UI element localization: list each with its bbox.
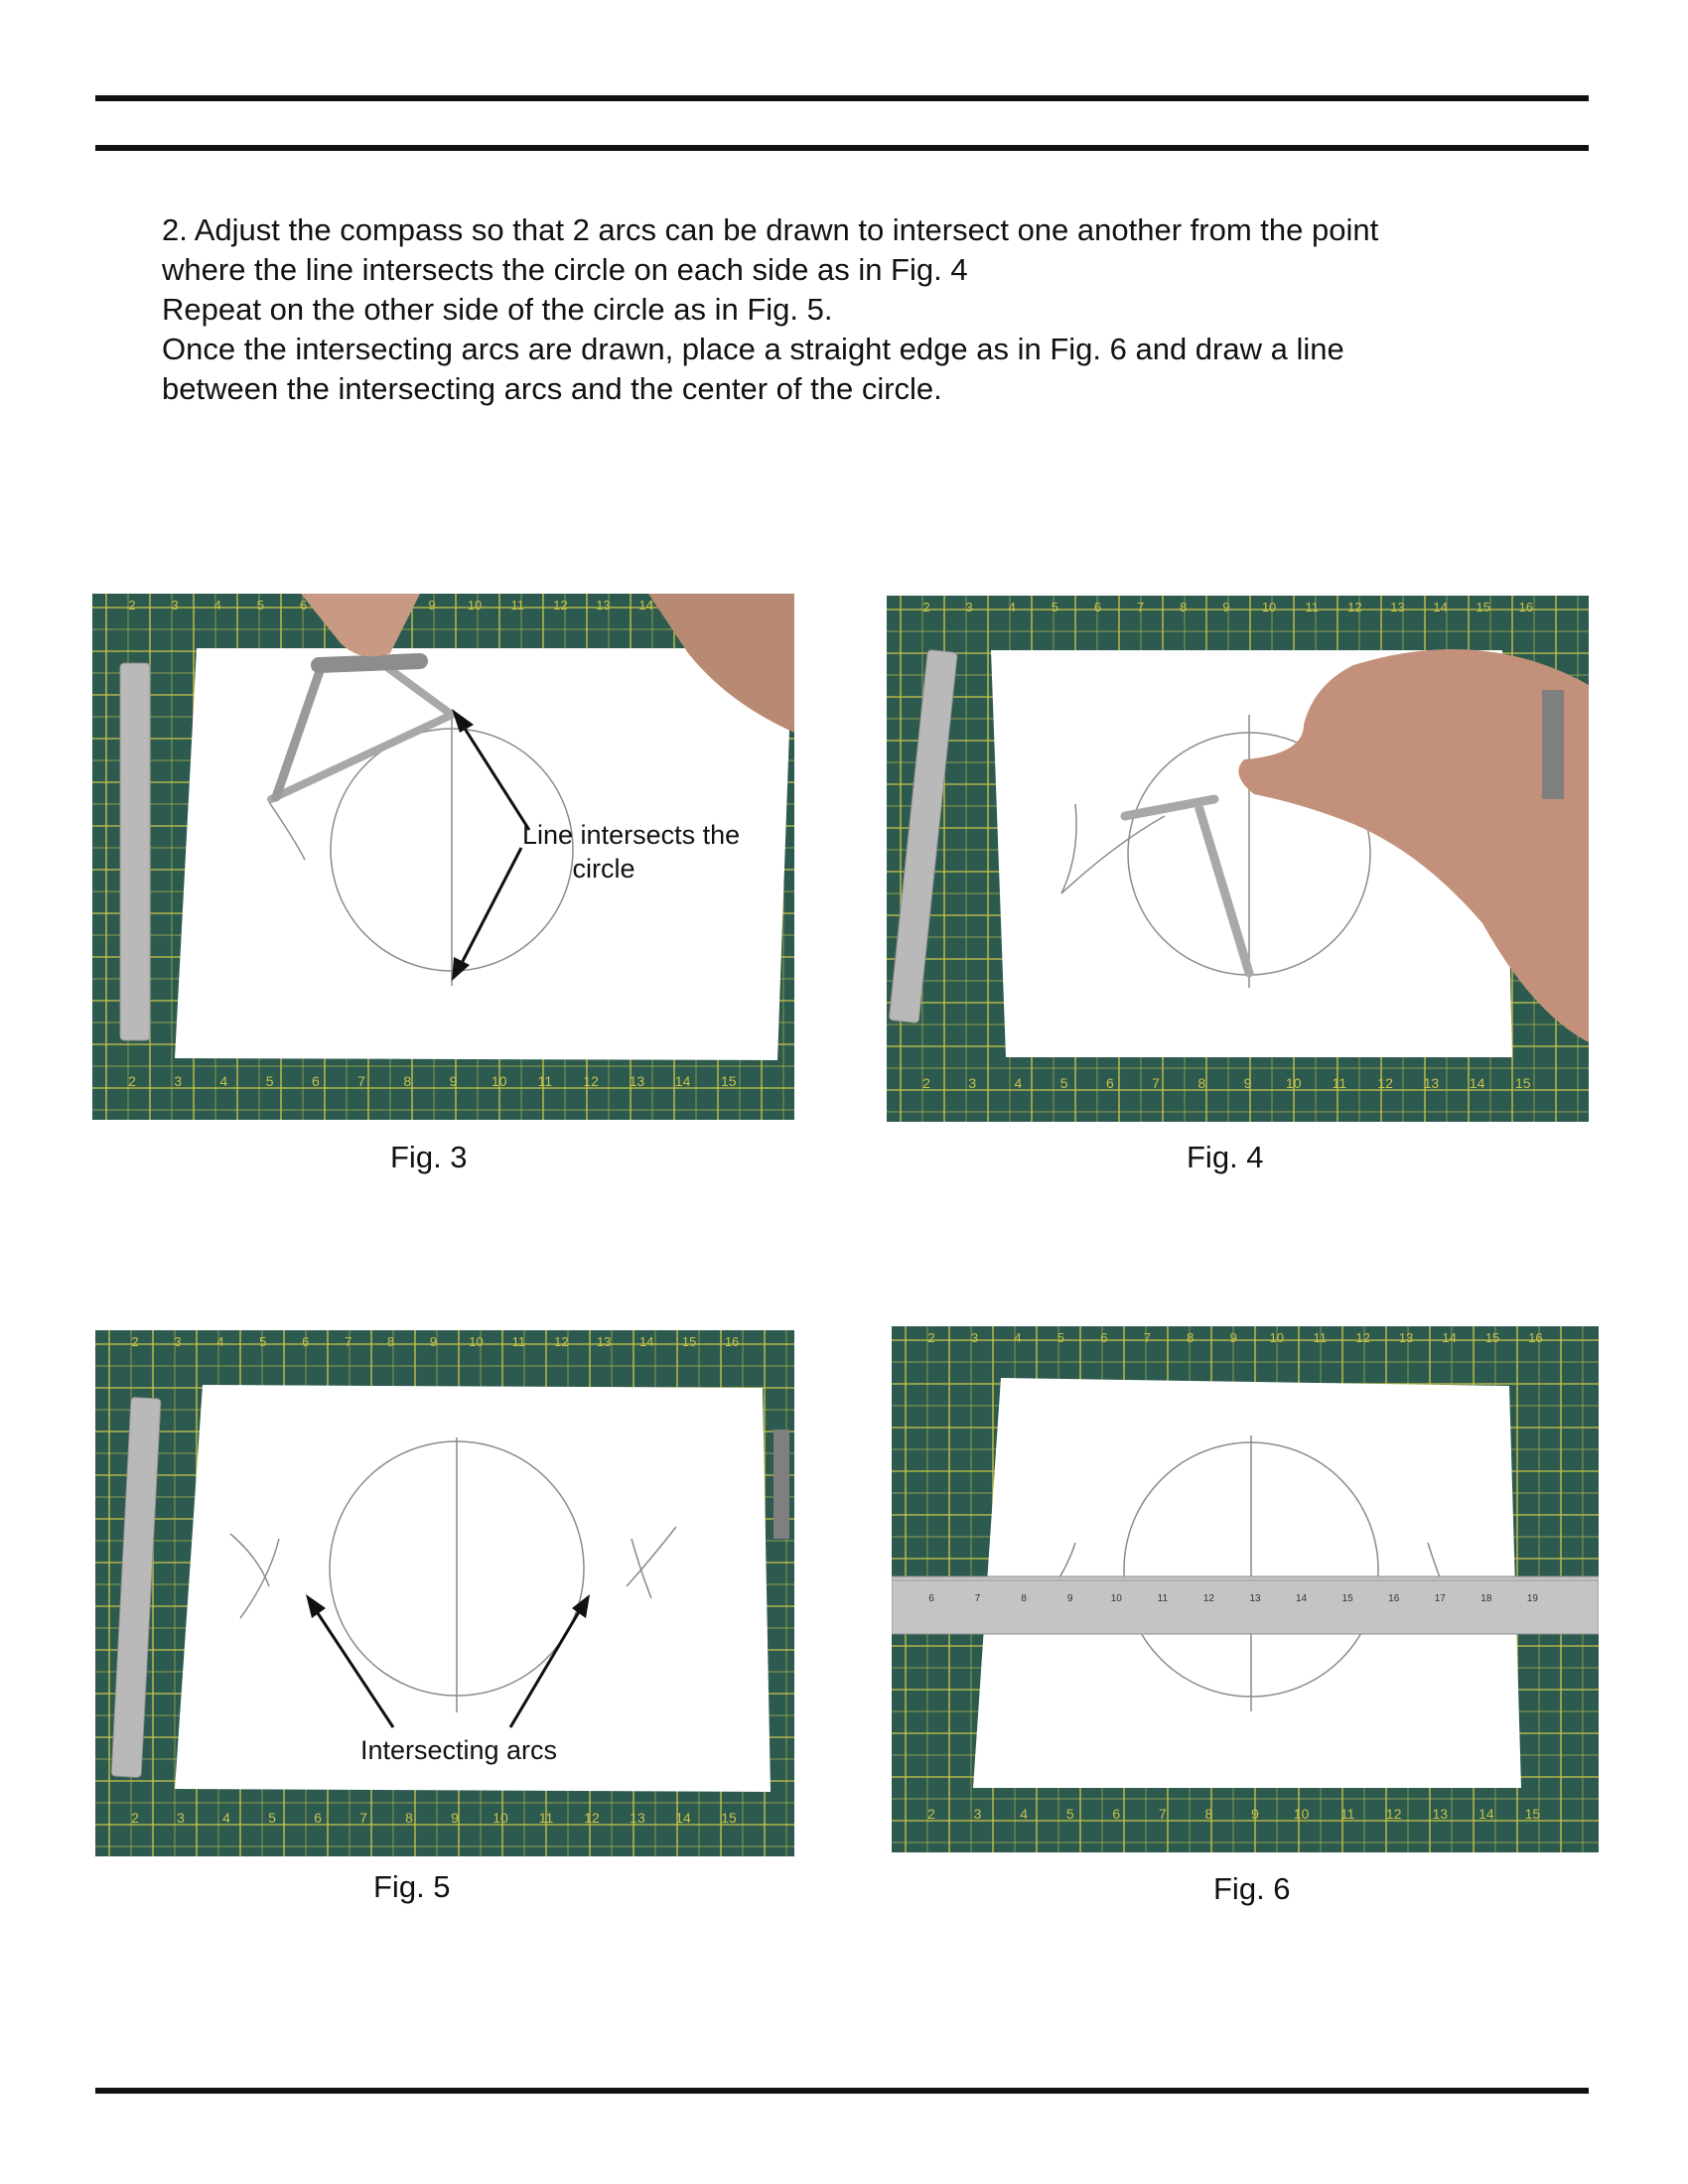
scale-number: 9	[449, 1073, 458, 1089]
scale-number: 2	[131, 1334, 139, 1349]
scale-number: 13	[630, 1810, 645, 1826]
scale-number: 15	[681, 1334, 697, 1349]
instruction-line: 2. Adjust the compass so that 2 arcs can be drawn to intersect one another from the point	[162, 212, 1379, 247]
scale-number: 7	[345, 1334, 352, 1349]
scale-number: 4	[1014, 1075, 1023, 1091]
scale-number: 9	[1066, 1593, 1073, 1604]
compass-knob	[319, 661, 420, 665]
scale-number: 4	[213, 598, 221, 613]
scale-number: 12	[553, 598, 568, 613]
scale-number: 16	[1518, 600, 1534, 614]
scale-number: 3	[174, 1334, 182, 1349]
scale-number: 7	[974, 1593, 981, 1604]
fig6-photo	[892, 1326, 1599, 1852]
scale-number: 2	[131, 1810, 139, 1826]
paper-sheet	[175, 648, 792, 1060]
scale-number: 5	[1065, 1806, 1074, 1822]
scale-number: 7	[359, 1810, 367, 1826]
pencil-tool	[774, 1430, 789, 1539]
scale-number: 18	[1480, 1593, 1492, 1604]
scale-number: 11	[510, 598, 524, 613]
pencil-tool	[1542, 690, 1564, 799]
scale-number: 10	[1110, 1593, 1122, 1604]
scale-number: 15	[721, 1810, 737, 1826]
scale-number: 2	[128, 1073, 136, 1089]
scale-number: 14	[1478, 1806, 1494, 1822]
fig3-caption: Fig. 3	[390, 1140, 468, 1174]
callout-label: Line intersects the	[522, 820, 741, 850]
scale-number: 13	[1249, 1593, 1261, 1604]
top-rule-2	[95, 145, 1589, 151]
scale-number: 6	[1093, 600, 1102, 614]
scale-number: 11	[511, 1334, 526, 1349]
scale-number: 9	[429, 1334, 438, 1349]
fig6-svg	[892, 1326, 1599, 1852]
mat-top-scale	[131, 1334, 739, 1349]
scale-number: 10	[469, 1334, 484, 1349]
scale-number: 3	[174, 1073, 183, 1089]
scale-number: 10	[492, 1810, 508, 1826]
callout-label: circle	[572, 854, 635, 884]
scale-number: 12	[1355, 1330, 1370, 1345]
scale-number: 5	[259, 1334, 267, 1349]
scale-number: 15	[720, 1073, 737, 1089]
scale-number: 5	[1059, 1075, 1068, 1091]
scale-number: 8	[386, 1334, 395, 1349]
scale-number: 8	[405, 1810, 413, 1826]
scale-number: 12	[583, 1073, 599, 1089]
scale-number: 2	[927, 1330, 935, 1345]
top-rule-1	[95, 95, 1589, 101]
scale-number: 13	[1398, 1330, 1414, 1345]
scale-number: 6	[1112, 1806, 1121, 1822]
scale-number: 11	[537, 1073, 553, 1089]
scale-number: 6	[1105, 1075, 1114, 1091]
scale-number: 8	[1204, 1806, 1213, 1822]
scale-number: 15	[1341, 1593, 1353, 1604]
instruction-line: Once the intersecting arcs are drawn, place a straight edge as in Fig. 6 and draw a line	[162, 332, 1344, 366]
instruction-line: between the intersecting arcs and the center of the circle.	[162, 371, 942, 406]
scale-number: 12	[584, 1810, 600, 1826]
scale-number: 14	[638, 1334, 654, 1349]
mat-top-scale	[128, 598, 739, 613]
scale-number: 17	[1434, 1593, 1446, 1604]
scale-number: 6	[928, 1593, 934, 1604]
scale-number: 13	[629, 1073, 645, 1089]
scale-number: 4	[1008, 600, 1016, 614]
fig5-svg	[95, 1330, 794, 1856]
scale-number: 14	[675, 1810, 691, 1826]
fig4-photo	[887, 596, 1589, 1122]
scale-number: 12	[1385, 1806, 1402, 1822]
scale-number: 5	[1056, 1330, 1065, 1345]
scale-number: 6	[314, 1810, 322, 1826]
scale-number: 10	[1293, 1806, 1310, 1822]
scale-number: 5	[1051, 600, 1059, 614]
scale-number: 11	[538, 1810, 554, 1826]
callout-label: Intersecting arcs	[359, 1735, 558, 1765]
fig3-svg	[92, 594, 794, 1120]
scale-number: 16	[1528, 1330, 1543, 1345]
scale-number: 15	[1476, 600, 1490, 614]
bottom-rule	[95, 2088, 1589, 2094]
instructions-text	[162, 210, 1532, 409]
scale-number: 6	[299, 598, 308, 613]
scale-number: 6	[1100, 1330, 1108, 1345]
scale-number: 12	[1347, 600, 1362, 614]
scale-number: 11	[1313, 1330, 1327, 1345]
scale-number: 13	[1423, 1075, 1440, 1091]
scale-number: 5	[265, 1073, 274, 1089]
fig3-photo	[92, 594, 794, 1120]
scale-number: 7	[1158, 1806, 1167, 1822]
scale-number: 2	[922, 600, 930, 614]
scale-number: 14	[1469, 1075, 1485, 1091]
scale-number: 7	[1152, 1075, 1160, 1091]
scale-number: 4	[1014, 1330, 1022, 1345]
scale-number: 15	[1484, 1330, 1500, 1345]
scale-number: 3	[965, 600, 973, 614]
mat-top-scale	[927, 1330, 1542, 1345]
fig5-caption: Fig. 5	[373, 1869, 451, 1904]
scale-number: 12	[554, 1334, 569, 1349]
scale-number: 10	[491, 1073, 507, 1089]
fig6-caption: Fig. 6	[1213, 1871, 1291, 1906]
scale-number: 19	[1526, 1593, 1538, 1604]
scale-number: 9	[428, 598, 436, 613]
scale-number: 9	[1222, 600, 1230, 614]
scale-number: 8	[403, 1073, 412, 1089]
scale-number: 14	[638, 598, 653, 613]
instruction-line: where the line intersects the circle on each side as in Fig. 4	[162, 252, 968, 287]
fig5-photo	[95, 1330, 794, 1856]
scale-number: 15	[1514, 1075, 1531, 1091]
scale-number: 9	[1251, 1806, 1259, 1822]
scale-number: 3	[171, 598, 179, 613]
scale-number: 2	[128, 598, 136, 613]
scale-number: 14	[674, 1073, 691, 1089]
scale-number: 14	[1433, 600, 1448, 614]
scale-number: 3	[177, 1810, 185, 1826]
scale-number: 12	[1202, 1593, 1214, 1604]
scale-number: 13	[596, 598, 611, 613]
scale-number: 11	[1157, 1593, 1169, 1604]
scale-number: 9	[1243, 1075, 1252, 1091]
scale-number: 11	[1332, 1075, 1347, 1091]
mat-top-scale	[922, 600, 1533, 614]
scale-number: 2	[927, 1806, 935, 1822]
scale-number: 4	[222, 1810, 230, 1826]
scale-number: 9	[451, 1810, 459, 1826]
scale-number: 8	[1197, 1075, 1206, 1091]
scale-number: 3	[970, 1330, 979, 1345]
scale-number: 8	[1180, 600, 1188, 614]
scale-number: 8	[1021, 1593, 1027, 1604]
scale-number: 3	[968, 1075, 977, 1091]
scale-number: 15	[1524, 1806, 1541, 1822]
paper-sheet	[175, 1385, 771, 1792]
scale-number: 10	[467, 598, 483, 613]
scale-number: 10	[1261, 600, 1277, 614]
steel-ruler	[120, 663, 150, 1040]
scale-number: 7	[1143, 1330, 1151, 1345]
straight-edge	[892, 1576, 1599, 1634]
scale-number: 2	[922, 1075, 930, 1091]
scale-number: 5	[256, 598, 265, 613]
scale-number: 4	[1020, 1806, 1029, 1822]
scale-number: 7	[357, 1073, 365, 1089]
scale-number: 5	[268, 1810, 276, 1826]
scale-number: 11	[1339, 1806, 1355, 1822]
scale-number: 10	[1269, 1330, 1284, 1345]
scale-number: 13	[1390, 600, 1405, 614]
scale-number: 12	[1377, 1075, 1393, 1091]
scale-number: 9	[1229, 1330, 1237, 1345]
scale-number: 3	[973, 1806, 982, 1822]
fig4-svg	[887, 596, 1589, 1122]
scale-number: 6	[302, 1334, 310, 1349]
fig4-caption: Fig. 4	[1187, 1140, 1264, 1174]
scale-number: 11	[1305, 600, 1319, 614]
scale-number: 6	[311, 1073, 320, 1089]
scale-number: 16	[1388, 1593, 1400, 1604]
instruction-line: Repeat on the other side of the circle as in Fig. 5.	[162, 292, 833, 327]
scale-number: 14	[1442, 1330, 1457, 1345]
scale-number: 14	[1296, 1593, 1308, 1604]
scale-number: 4	[216, 1334, 224, 1349]
scale-number: 13	[597, 1334, 612, 1349]
scale-number: 7	[1137, 600, 1145, 614]
scale-number: 13	[1432, 1806, 1449, 1822]
scale-number: 10	[1285, 1075, 1302, 1091]
scale-number: 4	[219, 1073, 228, 1089]
scale-number: 8	[1187, 1330, 1195, 1345]
scale-number: 16	[724, 1334, 740, 1349]
